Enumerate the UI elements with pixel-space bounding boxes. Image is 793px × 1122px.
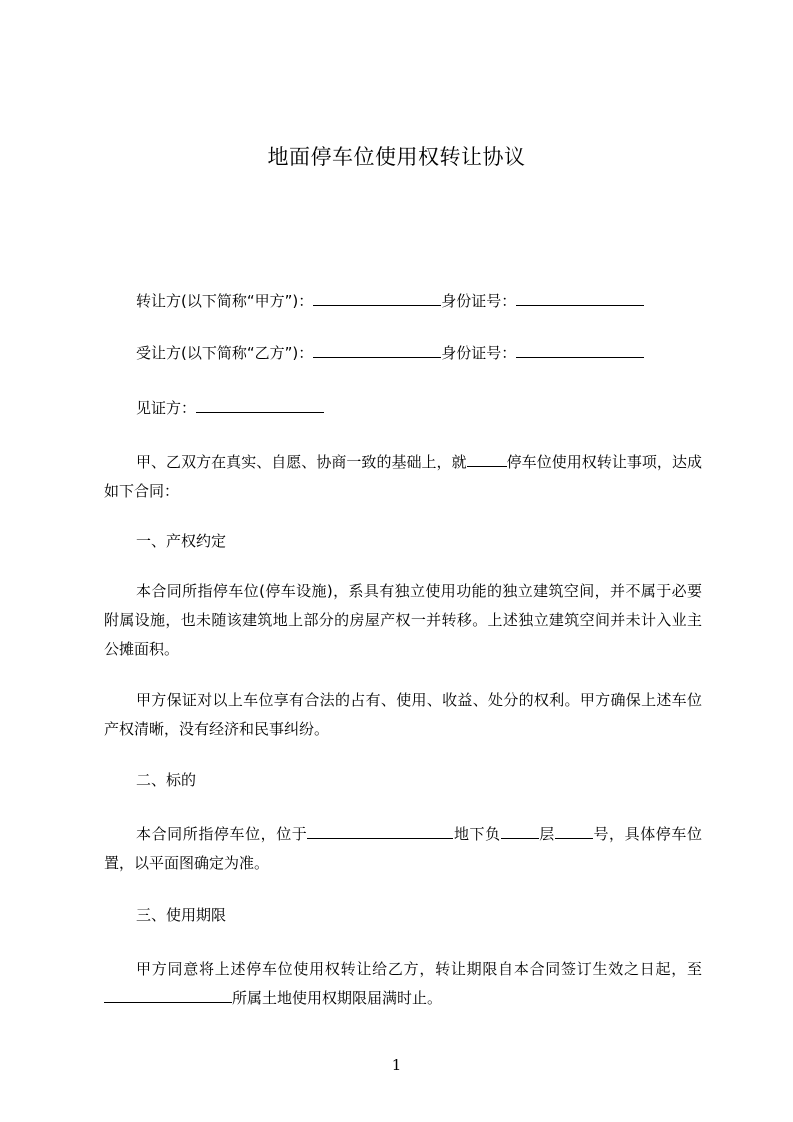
witness-line: [136, 397, 324, 419]
parking-location-blank[interactable]: [467, 451, 507, 467]
transferor-label: 转让方(以下简称“甲方”)：: [136, 292, 314, 310]
section-3-text-1: 甲方同意将上述停车位使用权转让给乙方，转让期限自本合同签订生效之日起，至: [136, 960, 702, 978]
intro-text-end: 停车位使用权转让事项，达成如下合同：: [104, 453, 702, 500]
transferor-id-blank[interactable]: [516, 290, 644, 306]
section-1-paragraph-1: 本合同所指停车位(停车设施)，系具有独立使用功能的独立建筑空间，并不属于必要附属设施，也未随该建筑地上部分的房屋产权一并转移。上述独立建筑空间并未计入业主公摊面积。: [104, 582, 702, 658]
witness-name-blank[interactable]: [196, 397, 324, 413]
witness-label: 见证方：: [136, 399, 197, 417]
section-2-paragraph: [104, 820, 702, 878]
parking-address-blank[interactable]: [307, 823, 453, 839]
section-2-heading: 二、标的: [136, 771, 197, 789]
section-3-heading: 三、使用期限: [136, 906, 227, 924]
space-number-blank[interactable]: [555, 823, 593, 839]
document-title: 地面停车位使用权转让协议: [267, 145, 526, 169]
floor-number-blank[interactable]: [501, 823, 539, 839]
transferee-name-blank[interactable]: [313, 342, 441, 358]
section-3-paragraph: [104, 955, 702, 1013]
transferor-id-label: 身份证号：: [441, 292, 517, 310]
section-2-text-1: 本合同所指停车位，位于: [136, 825, 308, 843]
section-1-heading: 一、产权约定: [136, 532, 227, 550]
term-end-blank[interactable]: [104, 987, 232, 1003]
transferee-id-blank[interactable]: [516, 342, 644, 358]
section-2-text-3: 层: [538, 825, 555, 843]
transferee-id-label: 身份证号：: [441, 344, 517, 362]
intro-paragraph: [104, 448, 702, 506]
section-2-text-2: 地下负: [453, 825, 501, 843]
transferee-label: 受让方(以下简称“乙方”)：: [136, 344, 314, 362]
transferor-name-blank[interactable]: [313, 290, 441, 306]
section-1-paragraph-2: 甲方保证对以上车位享有合法的占有、使用、收益、处分的权利。甲方确保上述车位产权清晰，没有经济和民事纠纷。: [104, 691, 702, 738]
intro-text-start: 甲、乙双方在真实、自愿、协商一致的基础上，就: [136, 453, 467, 471]
page-number: 1: [391, 1056, 402, 1074]
transferor-line: [136, 290, 644, 312]
transferee-line: [136, 342, 644, 364]
section-2-text-4: 号，具体停车位置，以平面图确定为准。: [104, 825, 702, 872]
section-3-text-2: 所属土地使用权期限届满时止。: [232, 989, 443, 1007]
